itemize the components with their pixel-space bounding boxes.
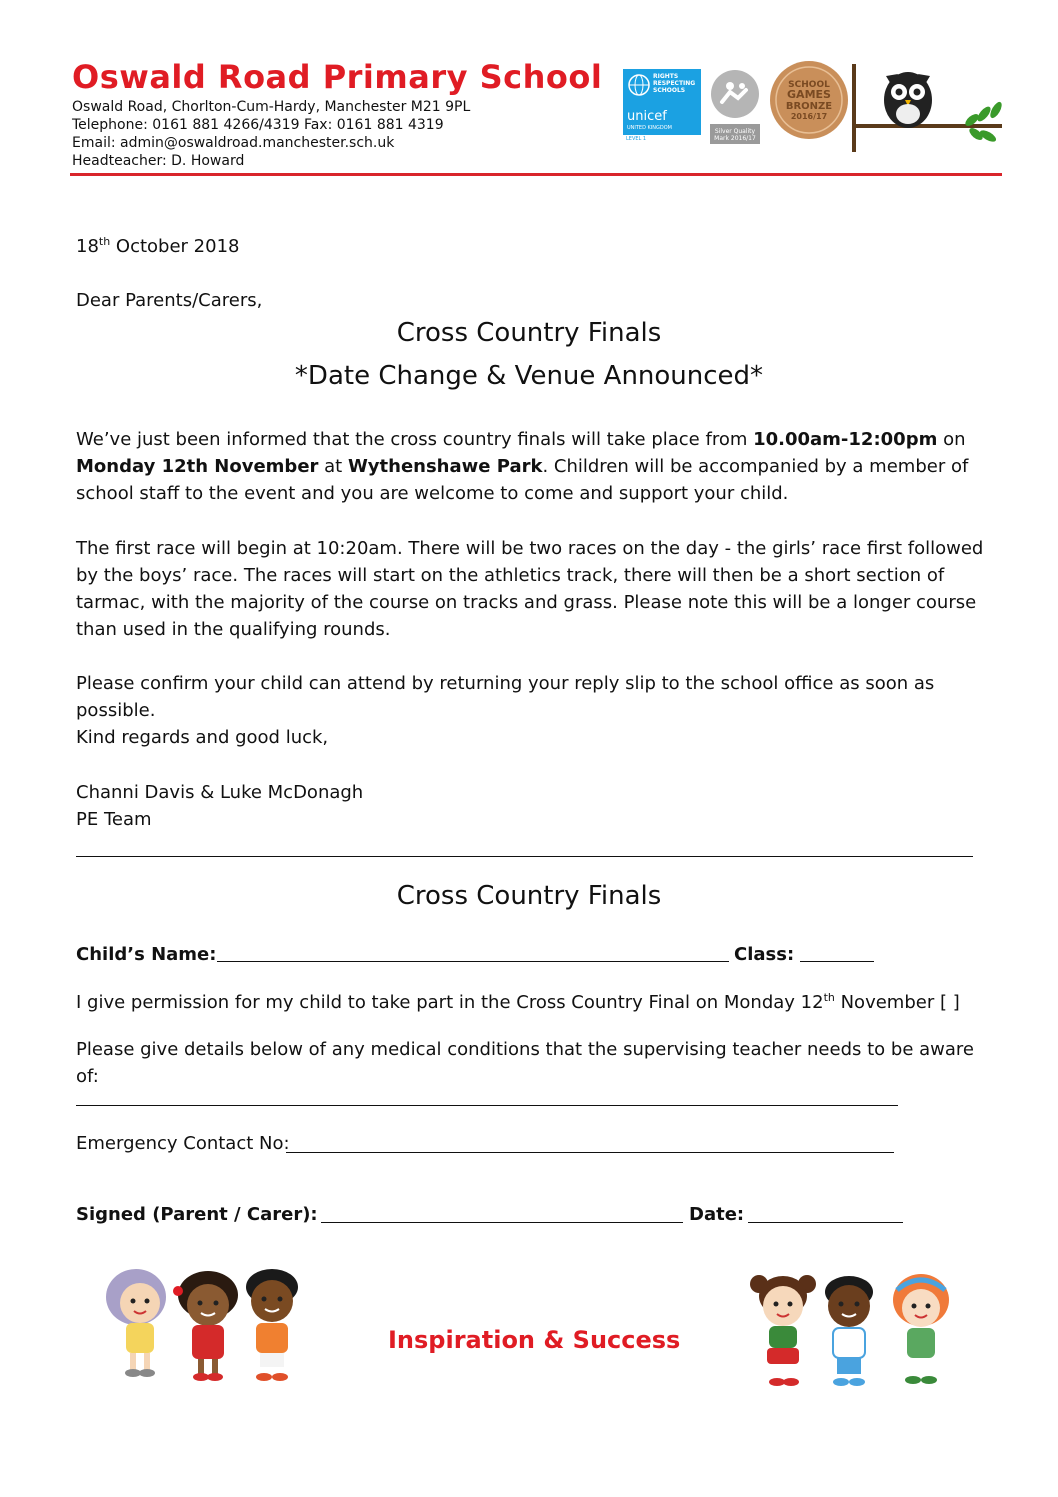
letter-date-day: 18: [76, 236, 99, 257]
header-divider: [70, 173, 1002, 176]
date-field[interactable]: [748, 1222, 903, 1223]
paragraph-event-details: [76, 426, 986, 507]
event-time: 10.00am-12:00pm: [753, 429, 938, 450]
p1-text-g: . Children will be accompanied by a member of school staff to the event and you are welcome to come and support your child.: [76, 456, 969, 504]
school-tagline: Inspiration & Success: [388, 1326, 681, 1354]
games-logo-text: [769, 80, 849, 122]
greeting: Dear Parents/Carers,: [76, 290, 263, 311]
games-logo-line4: 2016/17: [790, 112, 828, 121]
date-label: Date:: [689, 1204, 745, 1225]
unicef-sub: UNITED KINGDOM: [627, 125, 672, 131]
sport-logo-caption: Silver Quality Mark 2016/17: [714, 128, 756, 142]
permission-sup: th: [823, 991, 835, 1004]
reply-slip-divider: [76, 856, 973, 857]
school-email: Email: admin@oswaldroad.manchester.sch.uk: [72, 135, 395, 151]
children-illustration-left: [96, 1265, 311, 1385]
letter-date-rest: October 2018: [110, 236, 240, 257]
permission-text-a: I give permission for my child to take part in the Cross Country Final on Monday 12: [76, 992, 824, 1013]
medical-conditions-field[interactable]: [76, 1105, 898, 1106]
paragraph-race-details: The first race will begin at 10:20am. There will be two races on the day - the girls’ race first followed by the boys’ race. The races will start on the athletics track, there will then be a short section of tarmac, with the majority of the course on tracks and grass. Please note this will be a longer course than used in the qualifying rounds.: [76, 538, 984, 640]
letter-date: [76, 233, 986, 260]
letter-subtitle: *Date Change & Venue Announced*: [294, 361, 764, 391]
emergency-contact-label: Emergency Contact No:: [76, 1133, 290, 1154]
unicef-rights-respecting-logo: [623, 69, 701, 135]
p1-text-e: at: [318, 456, 348, 477]
emergency-contact-field[interactable]: [286, 1152, 894, 1153]
closing: Kind regards and good luck,: [76, 727, 329, 748]
school-name: Oswald Road Primary School: [72, 58, 603, 96]
signatory-team: PE Team: [76, 809, 152, 830]
school-address: Oswald Road, Chorlton-Cum-Hardy, Manchester M21 9PL: [72, 99, 471, 115]
medical-conditions-label: Please give details below of any medical conditions that the supervising teacher needs to be aware of:: [76, 1039, 974, 1087]
p1-text-c: on: [937, 429, 966, 450]
children-illustration-right: [745, 1268, 965, 1390]
permission-text-b: November [ ]: [834, 992, 960, 1013]
signed-label: Signed (Parent / Carer):: [76, 1204, 318, 1225]
p1-text-a: We’ve just been informed that the cross country finals will take place from: [76, 429, 754, 450]
permission-checkbox[interactable]: [906, 992, 936, 1014]
globe-icon: [627, 73, 651, 97]
paragraph-confirm: Please confirm your child can attend by returning your reply slip to the school office as soon as possible.: [76, 673, 935, 721]
signature-field[interactable]: [321, 1222, 683, 1223]
owl-on-branch-logo: [852, 62, 1008, 154]
letter-title: Cross Country Finals: [396, 318, 662, 348]
games-logo-line1: SCHOOL: [788, 80, 830, 90]
event-venue: Wythenshawe Park: [347, 456, 543, 477]
class-field[interactable]: [800, 961, 874, 962]
reply-slip-title: Cross Country Finals: [396, 881, 662, 911]
child-name-field[interactable]: [217, 961, 729, 962]
event-date: Monday 12th November: [76, 456, 319, 477]
letter-date-suffix: th: [98, 235, 111, 248]
signatory: Channi Davis & Luke McDonagh: [76, 782, 364, 803]
class-label: Class:: [734, 944, 795, 965]
permission-statement: [76, 989, 986, 1016]
school-phone: Telephone: 0161 881 4266/4319 Fax: 0161 881 4319: [72, 117, 444, 133]
unicef-logo-text: RIGHTS RESPECTING SCHOOLS: [653, 73, 696, 94]
games-logo-line2: GAMES: [787, 88, 831, 101]
child-name-label: Child’s Name:: [76, 944, 217, 965]
unicef-level: LEVEL 1: [626, 136, 647, 142]
headteacher: Headteacher: D. Howard: [72, 153, 245, 169]
games-logo-line3: BRONZE: [785, 101, 833, 112]
unicef-brand: unicef: [627, 109, 667, 124]
